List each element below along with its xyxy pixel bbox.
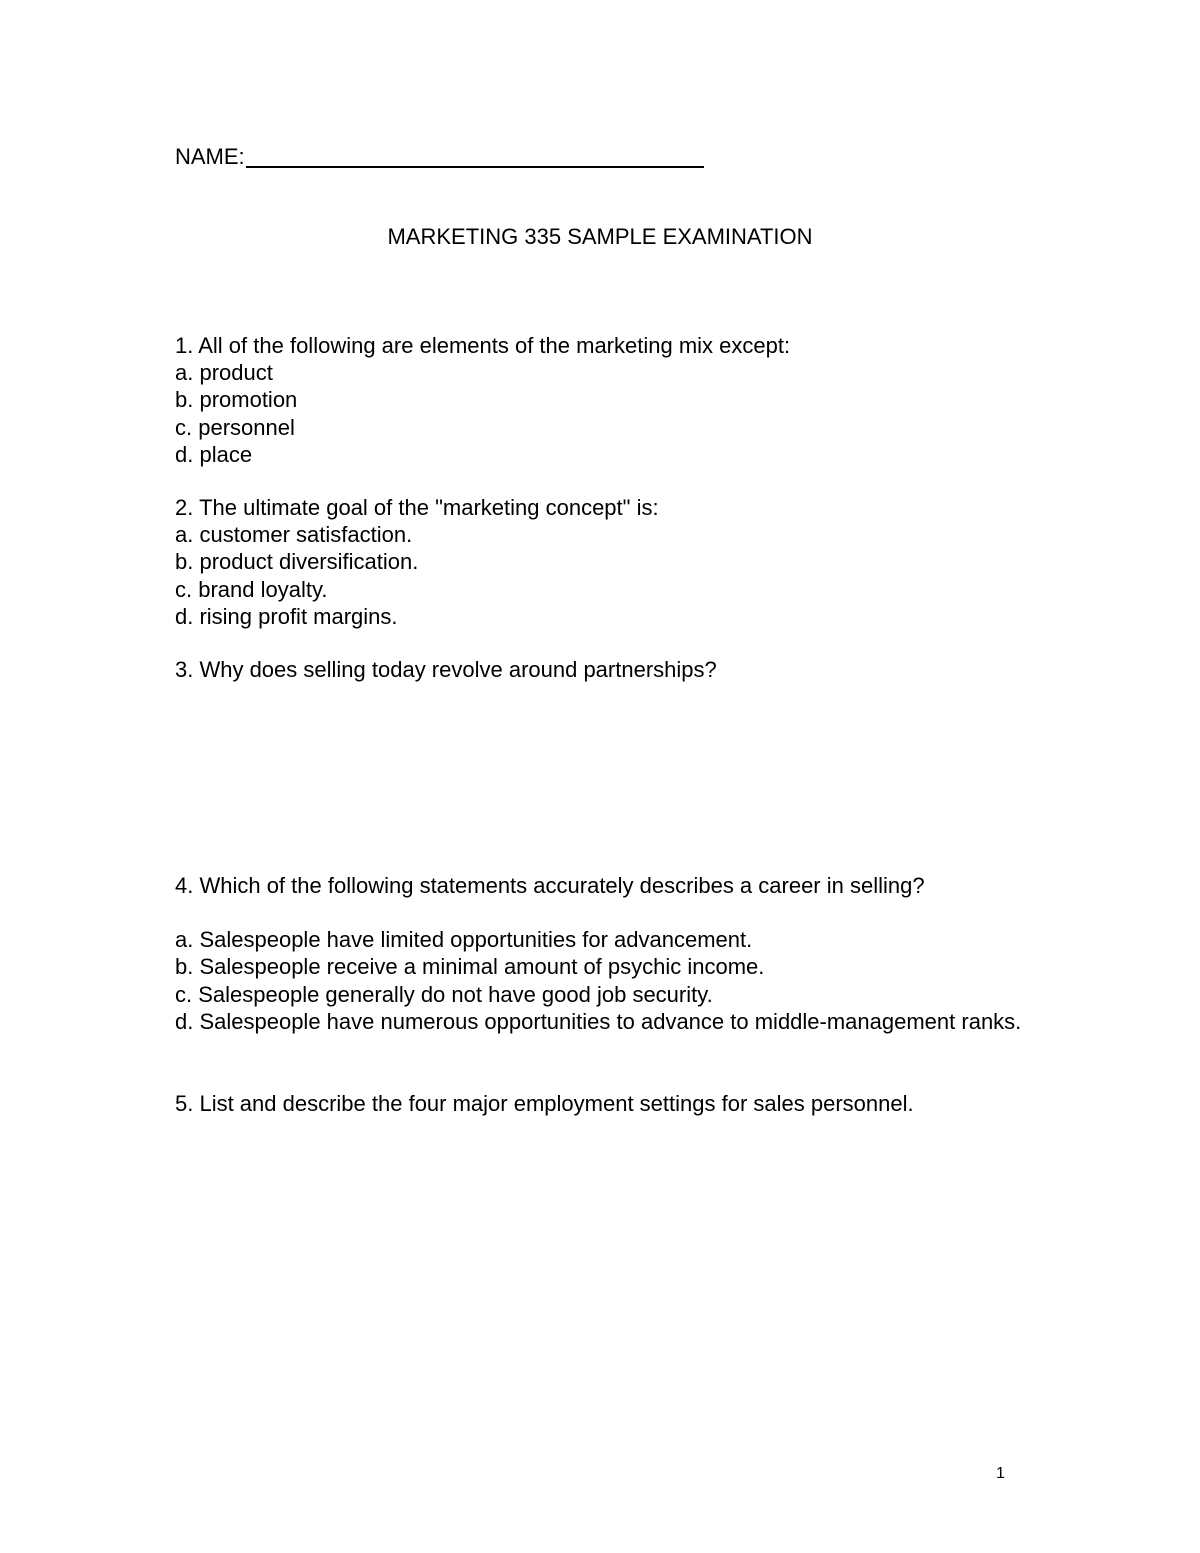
question-2 (175, 494, 659, 630)
question-4-spacer (175, 899, 1025, 926)
question-4 (175, 872, 1025, 1035)
question-1-prompt: 1. All of the following are elements of the marketing mix except: (175, 333, 791, 358)
question-1 (175, 332, 790, 468)
question-1-option-a: a. product (175, 360, 273, 386)
question-2-option-d: d. rising profit margins. (175, 603, 398, 629)
question-3-prompt: 3. Why does selling today revolve around partnerships? (175, 657, 717, 682)
question-4-option-c: c. Salespeople generally do not have good job security. (175, 981, 713, 1007)
question-2-option-c: c. brand loyalty. (175, 576, 328, 602)
page-number: 1 (996, 1465, 1005, 1482)
question-5-prompt: 5. List and describe the four major employment settings for sales personnel. (175, 1091, 914, 1116)
question-4-option-a: a. Salespeople have limited opportunities for advancement. (175, 927, 753, 953)
question-1-option-c: c. personnel (175, 414, 295, 440)
name-field (175, 143, 704, 170)
question-5 (175, 1090, 914, 1117)
question-2-prompt: 2. The ultimate goal of the "marketing concept" is: (175, 495, 659, 520)
question-2-option-a: a. customer satisfaction. (175, 522, 413, 548)
question-1-option-d: d. place (175, 441, 253, 467)
question-4-prompt: 4. Which of the following statements accurately describes a career in selling? (175, 873, 925, 898)
question-2-option-b: b. product diversification. (175, 549, 419, 575)
exam-title: MARKETING 335 SAMPLE EXAMINATION (387, 224, 813, 249)
question-4-option-d: d. Salespeople have numerous opportunities to advance to middle-management ranks. (175, 1008, 1022, 1034)
name-label: NAME: (175, 144, 245, 169)
name-underline (246, 166, 704, 168)
question-1-option-b: b. promotion (175, 387, 298, 413)
question-3 (175, 656, 717, 683)
question-4-option-b: b. Salespeople receive a minimal amount of psychic income. (175, 954, 765, 980)
